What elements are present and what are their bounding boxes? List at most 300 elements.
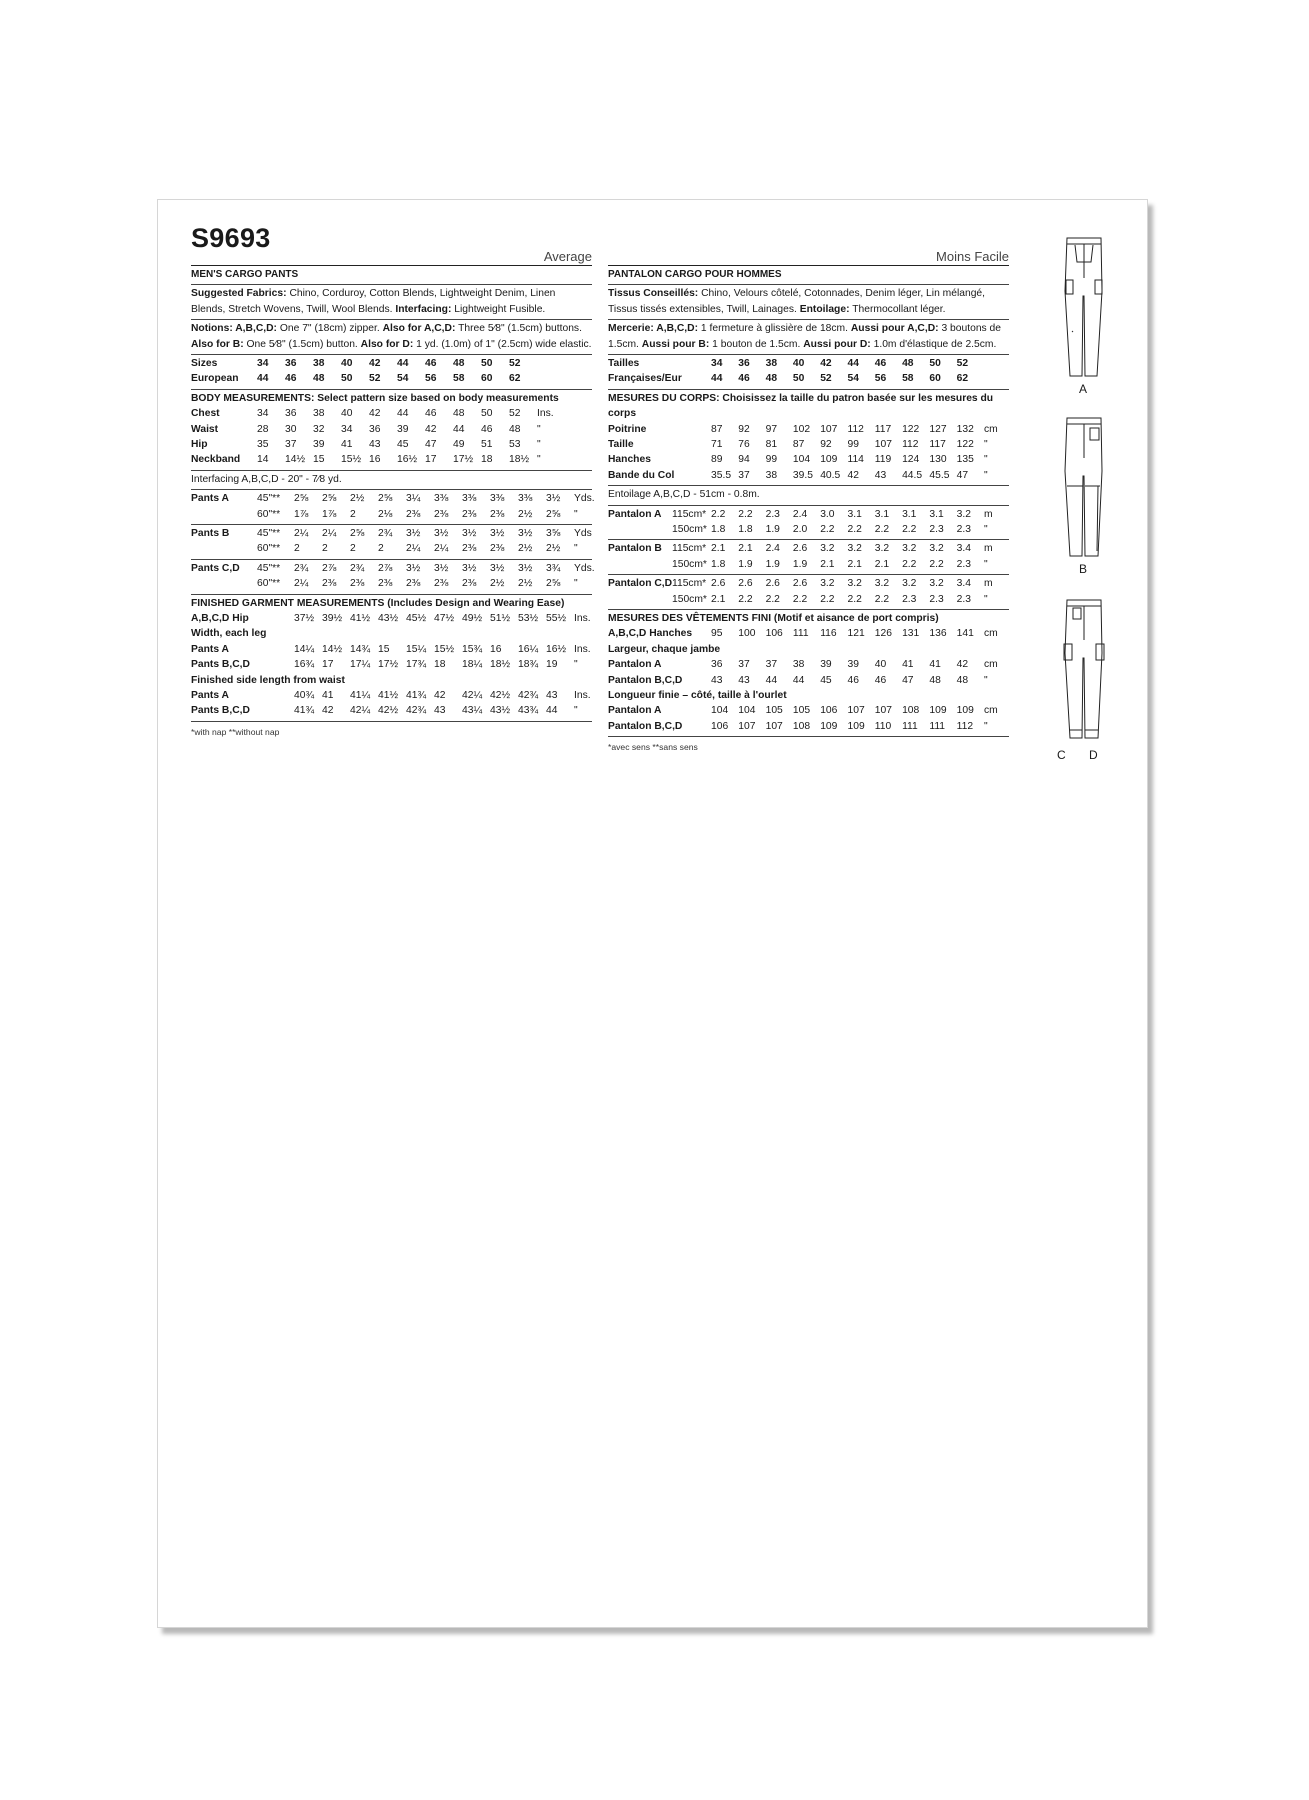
cell-value: 132 xyxy=(956,423,974,435)
cell-value: 3.1 xyxy=(874,508,890,520)
cell-value: 2½ xyxy=(518,578,533,590)
cell-value: 2⅜ xyxy=(406,508,421,520)
sizes-row xyxy=(608,356,1009,371)
size-value: 44 xyxy=(257,373,269,385)
cell-value: 46 xyxy=(481,423,493,435)
cell-value: 3.2 xyxy=(874,578,890,590)
cell-value: 2⅜ xyxy=(434,508,449,520)
row-label xyxy=(191,507,257,522)
cell-value: 51½ xyxy=(490,612,511,624)
cell-value: 2¾ xyxy=(350,562,365,574)
fabric-yardage-table xyxy=(608,506,1009,610)
cell-value: 121 xyxy=(847,628,865,640)
cell-value: 2½ xyxy=(546,543,561,555)
cell-value: 3.1 xyxy=(929,508,944,520)
cell-value: 3⅜ xyxy=(462,493,477,505)
cell-value: 49 xyxy=(453,439,465,450)
cell-value: 41 xyxy=(929,659,941,671)
cell-value: 110 xyxy=(874,720,892,732)
row-label: Pantalon C,D xyxy=(608,578,673,590)
cell-value: 48 xyxy=(453,408,465,420)
size-value: 50 xyxy=(481,358,493,370)
cell-value: 15 xyxy=(313,454,325,466)
cell-value: 107 xyxy=(738,720,756,732)
cell-value: 38 xyxy=(765,469,778,481)
cell-value: 87 xyxy=(711,423,723,435)
european-sizes-row xyxy=(191,371,592,386)
fabric-width: 45"** xyxy=(257,493,281,505)
body-measurements-table xyxy=(608,422,1009,484)
yardage-group xyxy=(191,490,595,525)
cell-value: 32 xyxy=(313,423,325,435)
yardage-row xyxy=(608,522,1009,537)
yardage-row xyxy=(191,561,595,576)
cell-value: 42 xyxy=(847,469,859,481)
cell-value: 2.3 xyxy=(902,593,917,605)
cell-value: 3½ xyxy=(462,527,477,539)
hip-row xyxy=(191,611,592,626)
cell-value: 117 xyxy=(929,439,946,451)
cell-value: 2.2 xyxy=(820,523,835,535)
cell-value: 3⅜ xyxy=(434,493,449,505)
cell-value: 2.6 xyxy=(792,578,808,590)
view-c-label: C xyxy=(1057,748,1066,762)
cell-value: 2.2 xyxy=(738,508,753,520)
cell-value: 104 xyxy=(738,705,756,717)
unit: Yds xyxy=(574,527,592,539)
cell-value: 2.3 xyxy=(765,508,780,520)
width-row xyxy=(191,657,592,672)
notions-label-4: Also for D: xyxy=(360,338,414,350)
cell-value: 43 xyxy=(711,674,723,686)
cell-value: 44 xyxy=(792,674,805,686)
cell-value: 2⅜ xyxy=(490,508,505,520)
fabrics-text: Chino, Corduroy, Cotton Blends, Lightweight Denim, Linen Blends, Stretch Wovens, Twill, Wool Blends. xyxy=(191,288,556,315)
finished-measurements-block xyxy=(191,595,592,722)
cell-value: 17¼ xyxy=(350,659,371,671)
cell-value: 2.1 xyxy=(847,558,862,570)
cell-value: 42¾ xyxy=(406,705,427,717)
fabrics-label: Suggested Fabrics: xyxy=(191,288,287,300)
cell-value: 55½ xyxy=(546,612,567,624)
cell-value: 48 xyxy=(509,423,521,435)
notions-label: Mercerie: A,B,C,D: xyxy=(608,323,699,335)
difficulty-level: Moins Facile xyxy=(936,248,1009,264)
notions-label-2: Aussi pour A,C,D: xyxy=(850,323,939,335)
notions-text-4: 1 yd. (1.0m) of 1" (2.5cm) wide elastic. xyxy=(416,338,592,350)
cell-value: 107 xyxy=(765,720,783,732)
width-table xyxy=(608,657,1009,688)
cell-value: 2.2 xyxy=(847,593,862,605)
size-value: 38 xyxy=(313,358,325,370)
yardage-row xyxy=(608,592,1009,607)
cell-value: 2¼ xyxy=(294,527,309,539)
row-label: Tailles xyxy=(608,358,640,370)
row-label: A,B,C,D Hip xyxy=(191,612,249,624)
notions-block xyxy=(608,320,1009,355)
unit: Ins. xyxy=(574,612,591,624)
row-label: Hanches xyxy=(608,454,651,466)
cell-value: 16½ xyxy=(397,454,418,466)
unit: " xyxy=(983,593,988,605)
cell-value: 2⅝ xyxy=(350,527,365,539)
cell-value: 16¾ xyxy=(294,659,315,671)
cell-value: 43 xyxy=(874,469,887,481)
cell-value: 40 xyxy=(874,659,887,671)
size-value: 36 xyxy=(285,358,297,370)
size-value: 52 xyxy=(369,373,381,385)
size-value: 54 xyxy=(847,373,859,385)
interfacing-yardage-line: Interfacing A,B,C,D - 20" - 7⁄8 yd. xyxy=(191,473,342,485)
cell-value: 45½ xyxy=(406,612,427,624)
length-table xyxy=(608,703,1009,734)
hip-row xyxy=(191,611,592,626)
body-measurement-row xyxy=(191,437,592,452)
interfacing-yardage-line: Entoilage A,B,C,D - 51cm - 0.8m. xyxy=(608,489,760,501)
cell-value: 42¼ xyxy=(350,705,371,717)
cell-value: 42¼ xyxy=(462,689,483,701)
cell-value: 2⅜ xyxy=(322,578,337,590)
width-row xyxy=(191,642,592,657)
row-label: European xyxy=(191,373,239,385)
cell-value: 17¾ xyxy=(406,659,427,671)
notions-text-2: 3 boutons de 1.5cm. xyxy=(608,323,1002,350)
size-value: 46 xyxy=(285,373,297,385)
finished-measurements-heading: MESURES DES VÊTEMENTS FINI (Motif et aisance de port compris) xyxy=(608,612,939,624)
view-a-drawing xyxy=(1065,238,1102,376)
cell-value: 3.2 xyxy=(902,578,917,590)
cell-value: 41¾ xyxy=(294,705,315,717)
cell-value: 43 xyxy=(434,705,446,717)
cell-value: 41¾ xyxy=(406,689,427,701)
cell-value: 18 xyxy=(434,659,446,671)
row-label xyxy=(191,541,257,556)
notions-text-4: 1.0m d'élastique de 2.5cm. xyxy=(873,338,997,350)
cell-value: 2.3 xyxy=(956,558,971,570)
cell-value: 14¼ xyxy=(294,643,315,655)
body-measurements-heading: BODY MEASUREMENTS: Select pattern size based on body measurements xyxy=(191,392,559,404)
cell-value: 19 xyxy=(546,659,558,671)
unit: Ins. xyxy=(537,408,554,420)
cell-value: 43¼ xyxy=(462,705,483,717)
row-label: Pants B,C,D xyxy=(191,659,250,671)
cell-value: 89 xyxy=(711,454,723,466)
cell-value: 43 xyxy=(369,439,381,450)
cell-value: 43¾ xyxy=(518,705,539,717)
cell-value: 2.2 xyxy=(765,593,780,605)
cell-value: 42 xyxy=(956,659,969,671)
cell-value: 47 xyxy=(902,674,914,686)
cell-value: 48 xyxy=(956,674,969,686)
cell-value: 81 xyxy=(765,439,778,451)
cell-value: 2⅜ xyxy=(406,578,421,590)
cell-value: 3⅜ xyxy=(490,493,505,505)
cell-value: 2⅜ xyxy=(462,543,477,555)
row-label: Pantalon B,C,D xyxy=(608,720,683,732)
cell-value: 2.1 xyxy=(874,558,890,570)
cell-value: 2.2 xyxy=(820,593,835,605)
unit: " xyxy=(574,543,578,555)
cell-value: 109 xyxy=(820,454,838,466)
body-measurement-row xyxy=(608,452,1009,467)
cell-value: 50 xyxy=(481,408,493,420)
cell-value: 2.1 xyxy=(711,593,726,605)
size-value: 48 xyxy=(902,358,914,370)
cell-value: 42 xyxy=(434,689,446,701)
cell-value: 18½ xyxy=(509,454,530,466)
cell-value: 2.2 xyxy=(902,523,917,535)
fabric-width: 150cm* xyxy=(672,593,707,605)
cell-value: 41 xyxy=(322,689,334,701)
cell-value: 108 xyxy=(902,705,920,717)
cell-value: 45.5 xyxy=(929,469,950,481)
cell-value: 36 xyxy=(711,659,723,671)
cell-value: 2¼ xyxy=(406,543,421,555)
european-sizes-row xyxy=(608,371,1009,386)
cell-value: 1.8 xyxy=(738,523,753,535)
size-value: 44 xyxy=(847,358,859,370)
english-column xyxy=(191,223,595,740)
unit: " xyxy=(983,674,988,686)
length-row xyxy=(608,719,1009,734)
notions-label-2: Also for A,C,D: xyxy=(382,323,456,335)
cell-value: 35.5 xyxy=(711,469,732,481)
cell-value: 2 xyxy=(322,543,328,555)
size-value: 44 xyxy=(711,373,723,385)
sizes-block xyxy=(191,355,592,390)
cell-value: 2¾ xyxy=(378,527,393,539)
cell-value: 38 xyxy=(792,659,805,671)
row-label: Pantalon A xyxy=(608,705,662,717)
fabrics-block xyxy=(191,285,592,320)
cell-value: 106 xyxy=(765,628,783,640)
size-value: 40 xyxy=(792,358,805,370)
cell-value: 41½ xyxy=(378,689,399,701)
body-measurement-row xyxy=(191,452,592,467)
size-value: 42 xyxy=(369,358,381,370)
row-label xyxy=(608,522,672,537)
cell-value: 2.6 xyxy=(792,543,808,555)
cell-value: 2.4 xyxy=(792,508,808,520)
cell-value: 105 xyxy=(792,705,811,717)
cell-value: 116 xyxy=(820,628,837,640)
cell-value: 3.2 xyxy=(956,508,971,520)
cell-value: 3½ xyxy=(518,562,533,574)
notions-text-2: Three 5⁄8" (1.5cm) buttons. xyxy=(458,323,582,335)
notions-text-3: 1 bouton de 1.5cm. xyxy=(712,338,801,350)
cell-value: 2.6 xyxy=(765,578,780,590)
interfacing-yardage-block xyxy=(191,471,592,490)
cell-value: 124 xyxy=(902,454,920,466)
fabric-width: 45"** xyxy=(257,562,281,574)
cell-value: 42¾ xyxy=(518,689,539,701)
row-label: Pantalon A xyxy=(608,508,662,520)
cell-value: 2⅜ xyxy=(378,578,393,590)
cell-value: 2 xyxy=(350,543,356,555)
unit: " xyxy=(537,423,541,435)
row-label: Françaises/Eur xyxy=(608,373,682,385)
cell-value: 2 xyxy=(378,543,384,555)
cell-value: 3.4 xyxy=(956,543,971,555)
cell-value: 109 xyxy=(820,720,838,732)
yardage-row xyxy=(608,507,1009,522)
cell-value: 1.9 xyxy=(738,558,753,570)
cell-value: 3.2 xyxy=(820,578,835,590)
cell-value: 100 xyxy=(738,628,756,640)
cell-value: 92 xyxy=(738,423,750,435)
cell-value: 2⅞ xyxy=(378,562,393,574)
unit: " xyxy=(574,578,578,590)
size-value: 34 xyxy=(711,358,723,370)
cell-value: 1.8 xyxy=(711,558,726,570)
cell-value: 43½ xyxy=(490,705,511,717)
unit: m xyxy=(983,578,993,590)
unit: " xyxy=(537,439,541,450)
unit: Yds. xyxy=(574,562,595,574)
row-label: Waist xyxy=(191,423,219,435)
size-value: 38 xyxy=(765,358,778,370)
fabric-yardage-table xyxy=(191,490,595,594)
cell-value: 17 xyxy=(425,454,437,466)
cell-value: 127 xyxy=(929,423,947,435)
yardage-row xyxy=(608,557,1009,572)
width-row xyxy=(608,657,1009,672)
cell-value: 47 xyxy=(956,469,969,481)
cell-value: 3.2 xyxy=(847,578,862,590)
cell-value: 2¼ xyxy=(294,578,309,590)
cell-value: 2⅛ xyxy=(378,508,393,520)
yardage-row xyxy=(191,576,592,591)
cell-value: 2⅝ xyxy=(378,493,393,505)
cell-value: 14 xyxy=(257,454,269,466)
width-row xyxy=(608,673,1009,688)
row-label: Pants A xyxy=(191,643,229,655)
cell-value: 46 xyxy=(847,674,859,686)
cell-value: 35 xyxy=(257,439,269,450)
cell-value: 18 xyxy=(481,454,493,466)
cell-value: 112 xyxy=(847,423,864,435)
body-measurement-row xyxy=(191,422,592,437)
fabric-width: 150cm* xyxy=(672,523,707,535)
cell-value: 136 xyxy=(929,628,947,640)
size-value: 36 xyxy=(738,358,750,370)
cell-value: 2½ xyxy=(490,578,505,590)
cell-value: 107 xyxy=(874,705,892,717)
cell-value: 42½ xyxy=(490,689,511,701)
size-value: 58 xyxy=(453,373,465,385)
cell-value: 2 xyxy=(294,543,300,555)
width-heading: Width, each leg xyxy=(191,628,267,640)
cell-value: 1.9 xyxy=(765,558,780,570)
cell-value: 38 xyxy=(313,408,325,420)
body-measurement-row xyxy=(608,468,1009,483)
cell-value: 41¼ xyxy=(350,689,371,701)
row-label: Sizes xyxy=(191,358,218,370)
unit: " xyxy=(574,705,578,717)
cell-value: 2.1 xyxy=(711,543,726,555)
header xyxy=(608,235,1009,266)
cell-value: 3½ xyxy=(546,493,561,505)
cell-value: 2⅜ xyxy=(462,508,477,520)
row-label: Pants A xyxy=(191,689,229,701)
cell-value: 45 xyxy=(397,439,409,450)
yardage-row xyxy=(191,507,592,522)
cell-value: 2.2 xyxy=(902,558,917,570)
cell-value: 46 xyxy=(874,674,887,686)
body-measurement-row xyxy=(608,437,1009,452)
cell-value: 34 xyxy=(341,423,353,435)
cell-value: 3¼ xyxy=(406,493,421,505)
cell-value: 37½ xyxy=(294,612,315,624)
yardage-row xyxy=(191,526,592,541)
cell-value: 28 xyxy=(257,423,269,435)
size-value: 44 xyxy=(397,358,409,370)
cell-value: 39.5 xyxy=(792,469,813,481)
length-row xyxy=(191,688,592,703)
cell-value: 105 xyxy=(765,705,783,717)
cell-value: 1.9 xyxy=(765,523,780,535)
fabric-width: 115cm* xyxy=(672,578,707,590)
cell-value: 44.5 xyxy=(902,469,923,481)
cell-value: 37 xyxy=(738,469,750,481)
fabric-width: 115cm* xyxy=(672,508,707,520)
yardage-row xyxy=(191,491,595,506)
size-value: 50 xyxy=(792,373,805,385)
row-label: Hip xyxy=(191,439,208,450)
sizes-block xyxy=(608,355,1009,390)
unit: Yds. xyxy=(574,493,595,505)
cell-value: 52 xyxy=(509,408,521,420)
cell-value: 107 xyxy=(820,423,838,435)
cell-value: 53 xyxy=(509,439,521,450)
size-value: 40 xyxy=(341,358,353,370)
cell-value: 40 xyxy=(341,408,353,420)
cell-value: 3⅜ xyxy=(518,493,533,505)
cell-value: 3½ xyxy=(518,527,533,539)
cell-value: 39 xyxy=(820,659,832,671)
cell-value: 112 xyxy=(956,720,974,732)
cell-value: 3½ xyxy=(434,562,449,574)
notions-text: 1 fermeture à glissière de 18cm. xyxy=(700,323,848,335)
cell-value: 2¼ xyxy=(322,527,337,539)
cell-value: 141 xyxy=(956,628,974,640)
cell-value: 47 xyxy=(425,439,437,450)
row-label: Pants A xyxy=(191,493,229,505)
cell-value: 2.2 xyxy=(792,593,808,605)
cell-value: 95 xyxy=(711,628,723,640)
cell-value: 39 xyxy=(313,439,325,450)
size-value: 50 xyxy=(929,358,941,370)
body-measurements-block xyxy=(608,390,1009,486)
row-label: Neckband xyxy=(191,454,241,466)
cell-value: 109 xyxy=(847,720,865,732)
fabric-width: 45"** xyxy=(257,527,281,539)
cell-value: 1.8 xyxy=(711,523,726,535)
cell-value: 37 xyxy=(285,439,297,450)
row-label xyxy=(608,592,672,607)
cell-value: 44 xyxy=(765,674,778,686)
unit: " xyxy=(983,523,988,535)
cell-value: 49½ xyxy=(462,612,483,624)
unit: Ins. xyxy=(574,689,591,701)
cell-value: 44 xyxy=(397,408,409,420)
hip-row xyxy=(608,626,1009,641)
cell-value: 37 xyxy=(765,659,778,671)
cell-value: 131 xyxy=(902,628,920,640)
unit: " xyxy=(574,659,578,671)
body-measurement-row xyxy=(191,406,592,421)
interfacing-text: Thermocollant léger. xyxy=(852,303,946,315)
